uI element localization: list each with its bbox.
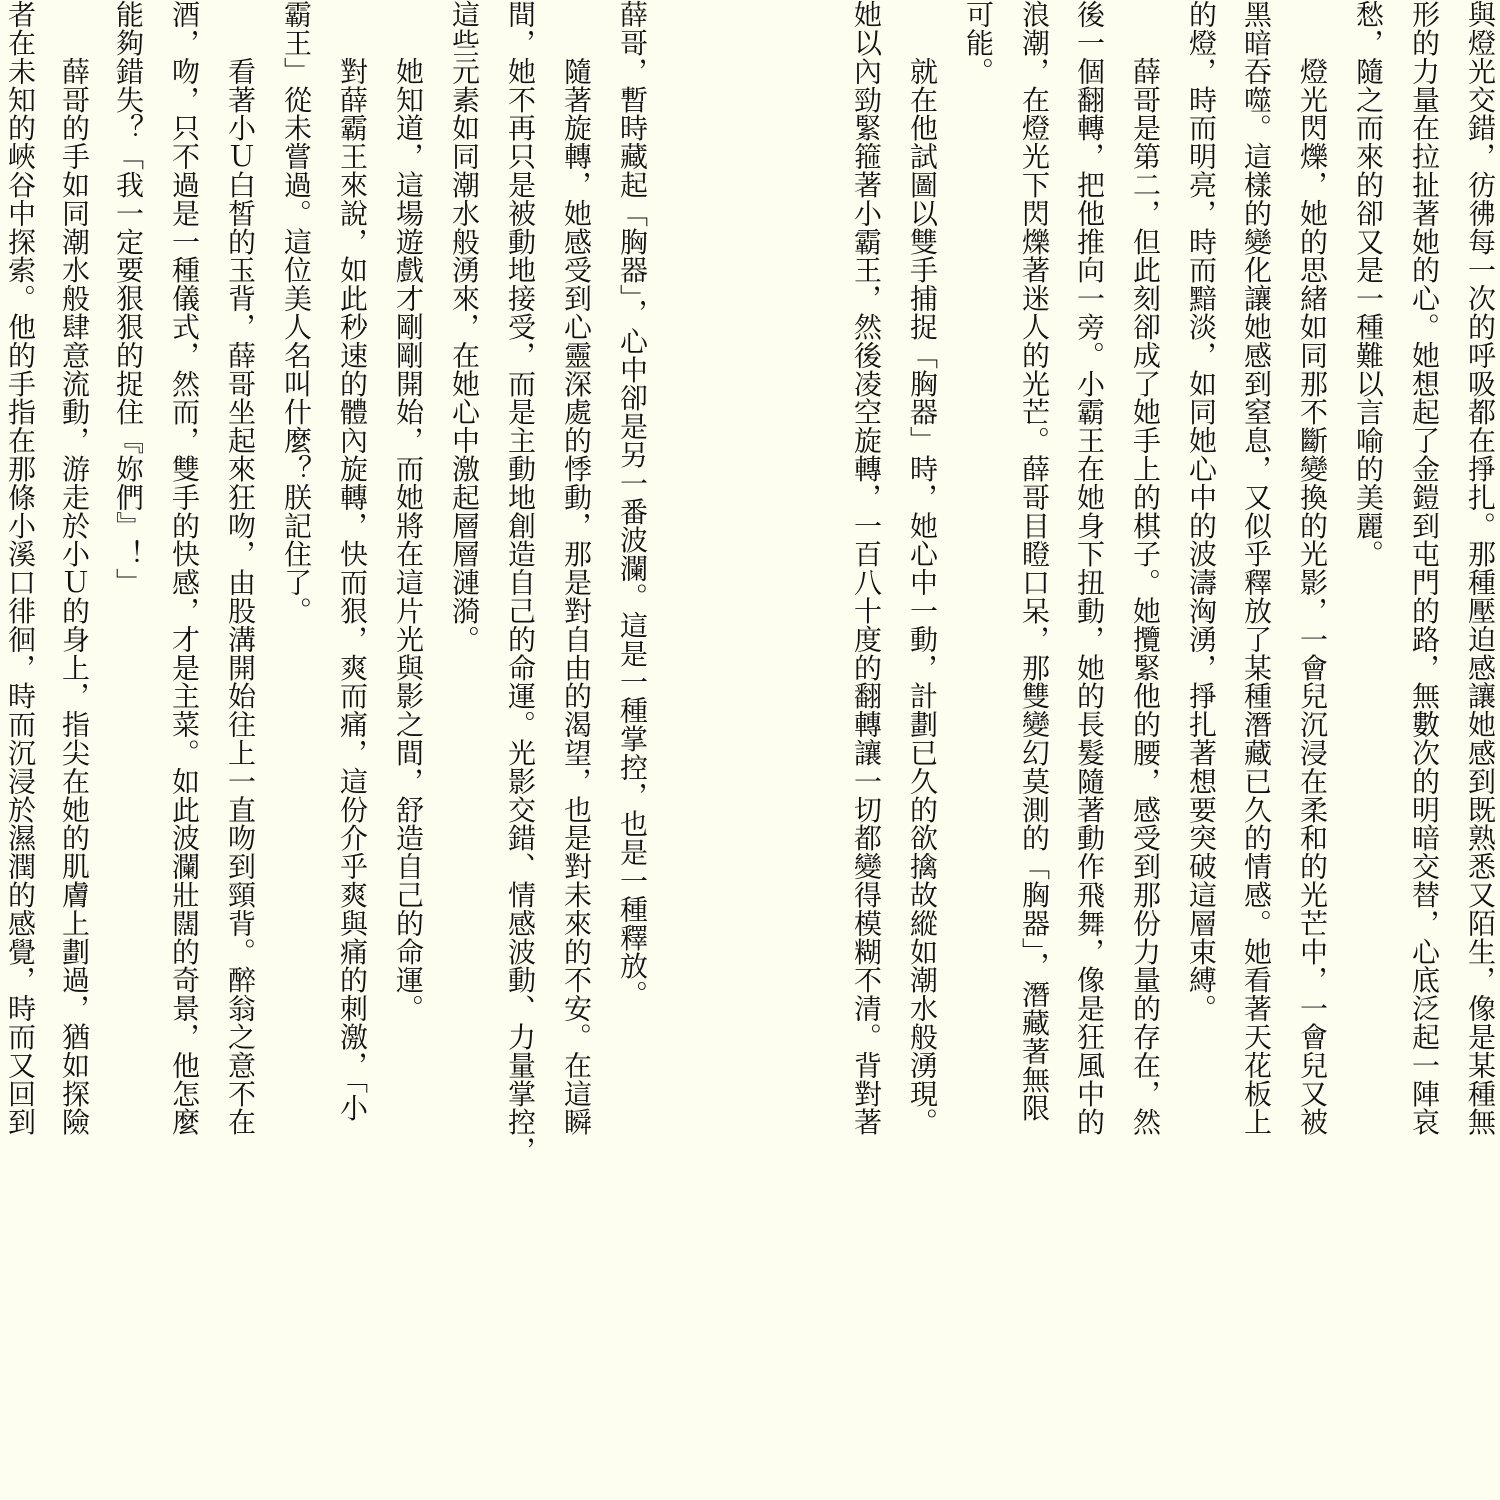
text-column: 對薛霸王來說，如此秒速的體內旋轉，快而狠，爽而痛，這份介乎爽與痛的刺激，「小 (336, 0, 369, 1122)
text-column: 間，她不再只是被動地接受，而是主動地創造自己的命運。光影交錯、情感波動、力量掌控， (504, 0, 537, 1165)
text-column: 浪潮，在燈光下閃爍著迷人的光芒。薛哥目瞪口呆，那雙變幻莫測的「胸器」，潛藏著無限 (1018, 0, 1051, 1122)
text-column: 後一個翻轉，把他推向一旁。小霸王在她身下扭動，她的長髮隨著動作飛舞，像是狂風中的 (1073, 0, 1106, 1136)
text-column: 她知道，這場遊戲才剛剛開始，而她將在這片光與影之間，舒造自己的命運。 (392, 0, 425, 1023)
text-column: 隨著旋轉，她感受到心靈深處的悸動，那是對自由的渴望，也是對未來的不安。在這瞬 (560, 0, 593, 1136)
text-column: 能夠錯失？「我一定要狠狠的捉住『妳們』！」 (112, 0, 145, 597)
text-column: 酒，吻，只不過是一種儀式，然而，雙手的快感，才是主菜。如此波瀾壯闊的奇景，他怎麼 (168, 0, 201, 1136)
text-column: 燈光閃爍，她的思緒如同那不斷變換的光影，一會兒沉浸在柔和的光芒中，一會兒又被 (1296, 0, 1329, 1136)
text-column: 者在未知的峽谷中探索。他的手指在那條小溪口徘徊，時而沉浸於濕潤的感覺，時而又回到 (4, 0, 37, 1136)
text-column: 與燈光交錯，彷彿每一次的呼吸都在掙扎。那種壓迫感讓她感到既熟悉又陌生，像是某種無 (1464, 0, 1497, 1136)
text-column: 形的力量在拉扯著她的心。她想起了金鎧到屯門的路，無數次的明暗交替，心底泛起一陣哀 (1408, 0, 1441, 1136)
text-column: 黑暗吞噬。這樣的變化讓她感到窒息，又似乎釋放了某種潛藏已久的情感。她看著天花板上 (1240, 0, 1273, 1136)
text-column: 這些元素如同潮水般湧來，在她心中激起層層漣漪。 (448, 0, 481, 654)
text-column: 的燈，時而明亮，時而黯淡，如同她心中的波濤洶湧，掙扎著想要突破這層束縛。 (1185, 0, 1218, 1023)
text-column: 可能。 (962, 0, 995, 86)
text-column: 霸王」從未嘗過。這位美人名叫什麼？朕記住了。 (280, 0, 313, 625)
text-column (736, 0, 772, 1500)
text-column: 就在他試圖以雙手捕捉「胸器」時，她心中一動，計劃已久的欲擒故縱如潮水般湧現。 (906, 0, 939, 1136)
text-column: 薛哥是第二，但此刻卻成了她手上的棋子。她攬緊他的腰，感受到那份力量的存在，然 (1129, 0, 1162, 1136)
text-column: 薛哥，暫時藏起「胸器」，心中卻是另一番波瀾。這是一種掌控，也是一種釋放。 (616, 0, 649, 1009)
text-column: 愁，隨之而來的卻又是一種難以言喻的美麗。 (1352, 0, 1385, 568)
text-column: 她以內勁緊箍著小霸王，然後凌空旋轉，一百八十度的翻轉讓一切都變得模糊不清。背對著 (850, 0, 883, 1136)
text-column: 薛哥的手如同潮水般肆意流動，游走於小Ｕ的身上，指尖在她的肌膚上劃過，猶如探險 (58, 0, 91, 1136)
text-column: 看著小Ｕ白皙的玉背，薛哥坐起來狂吻，由股溝開始往上一直吻到頸背。醉翁之意不在 (224, 0, 257, 1136)
